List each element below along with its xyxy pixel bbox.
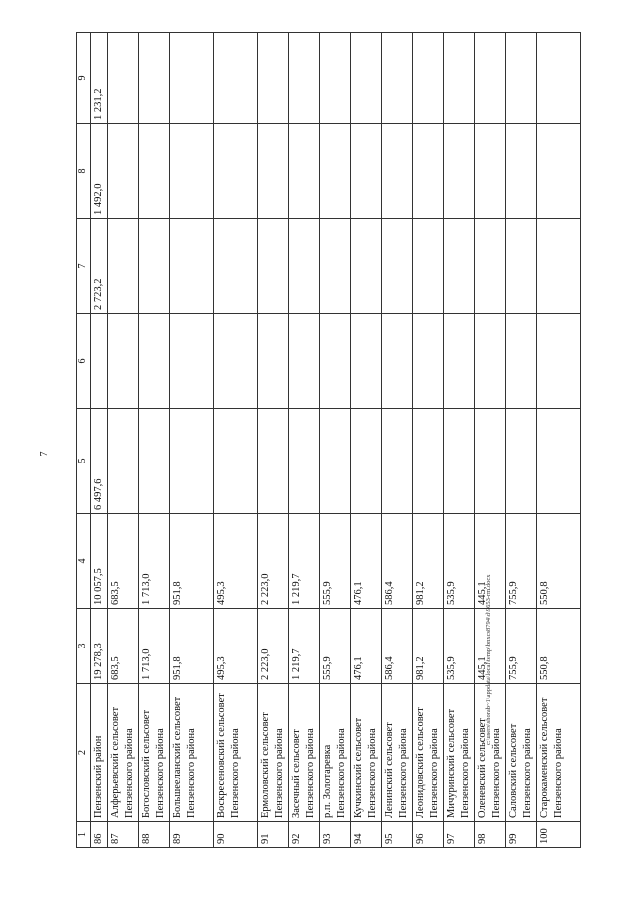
value-cell — [506, 33, 537, 124]
row-number-cell: 95 — [382, 822, 413, 848]
value-cell — [320, 409, 351, 514]
row-number-cell: 88 — [139, 822, 170, 848]
value-cell — [537, 33, 581, 124]
territory-name-cell: Богословский сельсовет Пензенского района — [139, 684, 170, 822]
value-cell — [475, 124, 506, 219]
value-cell: 1 492,0 — [91, 124, 108, 219]
value-cell — [108, 124, 139, 219]
value-cell — [214, 219, 258, 314]
territory-name-cell: Ленинский сельсовет Пензенского района — [382, 684, 413, 822]
table-row — [351, 33, 382, 848]
value-cell — [320, 124, 351, 219]
value-cell — [413, 124, 444, 219]
header-cell: 5 — [77, 409, 91, 514]
territory-name-cell: Кучкинский сельсовет Пензенского района — [351, 684, 382, 822]
row-number-cell: 98 — [475, 822, 506, 848]
value-cell — [289, 33, 320, 124]
row-number-cell: 97 — [444, 822, 475, 848]
table-row — [289, 33, 320, 848]
value-cell — [258, 219, 289, 314]
value-cell — [289, 219, 320, 314]
territory-name-cell: Ермоловский сельсовет Пензенского района — [258, 684, 289, 822]
header-cell: 1 — [77, 822, 91, 848]
value-cell: 586,4 — [382, 609, 413, 684]
territory-name-cell: Саловский сельсовет Пензенского района — [506, 684, 537, 822]
value-cell: 535,9 — [444, 609, 475, 684]
value-cell: 495,3 — [214, 609, 258, 684]
header-cell: 7 — [77, 219, 91, 314]
value-cell — [320, 314, 351, 409]
footer-file-path: c:\users\shorab~1\appdata\local\temp\bnxcs8794\d\9653-rm.docx — [485, 574, 492, 745]
territory-name-cell: Пензенский район — [91, 684, 108, 822]
value-cell — [170, 219, 214, 314]
header-cell: 8 — [77, 124, 91, 219]
territory-name-cell: Леонидовский сельсовет Пензенского района — [413, 684, 444, 822]
value-cell — [506, 124, 537, 219]
table-row — [413, 33, 444, 848]
value-cell — [382, 124, 413, 219]
value-cell — [413, 314, 444, 409]
value-cell — [537, 124, 581, 219]
value-cell — [537, 219, 581, 314]
value-cell: 951,8 — [170, 514, 214, 609]
value-cell: 550,8 — [537, 514, 581, 609]
value-cell: 1 713,0 — [139, 609, 170, 684]
value-cell — [413, 33, 444, 124]
value-cell — [444, 33, 475, 124]
territory-name-cell: Большееланский сельсовет Пензенского района — [170, 684, 214, 822]
territory-name-cell: Засечный сельсовет Пензенского района — [289, 684, 320, 822]
value-cell: 683,5 — [108, 514, 139, 609]
value-cell — [258, 314, 289, 409]
value-cell — [108, 33, 139, 124]
value-cell — [258, 409, 289, 514]
value-cell: 476,1 — [351, 514, 382, 609]
value-cell: 981,2 — [413, 609, 444, 684]
value-cell: 586,4 — [382, 514, 413, 609]
value-cell — [214, 33, 258, 124]
value-cell: 1 219,7 — [289, 609, 320, 684]
value-cell: 555,9 — [320, 514, 351, 609]
value-cell: 951,8 — [170, 609, 214, 684]
value-cell — [139, 219, 170, 314]
value-cell — [108, 219, 139, 314]
row-number-cell: 87 — [108, 822, 139, 848]
value-cell: 1 713,0 — [139, 514, 170, 609]
value-cell: 550,8 — [537, 609, 581, 684]
row-number-cell: 90 — [214, 822, 258, 848]
territory-name-cell: Оленевский сельсовет Пензенского района — [475, 684, 506, 822]
rotated-table-container — [76, 33, 573, 848]
value-cell — [170, 409, 214, 514]
value-cell: 495,3 — [214, 514, 258, 609]
value-cell — [506, 219, 537, 314]
table-row — [382, 33, 413, 848]
budget-table — [76, 32, 581, 848]
row-number-cell: 92 — [289, 822, 320, 848]
row-number-cell: 100 — [537, 822, 581, 848]
value-cell: 6 497,6 — [91, 409, 108, 514]
value-cell — [214, 124, 258, 219]
territory-name-cell: Мичуринский сельсовет Пензенского района — [444, 684, 475, 822]
value-cell: 19 278,3 — [91, 609, 108, 684]
value-cell: 2 223,0 — [258, 609, 289, 684]
value-cell — [444, 219, 475, 314]
value-cell: 2 223,0 — [258, 514, 289, 609]
table-row — [444, 33, 475, 848]
value-cell — [444, 409, 475, 514]
header-cell: 6 — [77, 314, 91, 409]
header-cell: 4 — [77, 514, 91, 609]
value-cell — [108, 314, 139, 409]
value-cell: 10 057,5 — [91, 514, 108, 609]
value-cell — [139, 124, 170, 219]
value-cell — [351, 409, 382, 514]
table-row — [506, 33, 537, 848]
header-cell: 2 — [77, 684, 91, 822]
row-number-cell: 91 — [258, 822, 289, 848]
value-cell — [320, 33, 351, 124]
value-cell — [139, 409, 170, 514]
table-row — [108, 33, 139, 848]
value-cell — [351, 314, 382, 409]
row-number-cell: 93 — [320, 822, 351, 848]
value-cell — [351, 124, 382, 219]
value-cell — [320, 219, 351, 314]
value-cell — [413, 409, 444, 514]
value-cell — [108, 409, 139, 514]
territory-name-cell: Воскресеновский сельсовет Пензенского района — [214, 684, 258, 822]
value-cell: 981,2 — [413, 514, 444, 609]
value-cell — [382, 314, 413, 409]
row-number-cell: 96 — [413, 822, 444, 848]
value-cell — [170, 314, 214, 409]
value-cell — [382, 33, 413, 124]
value-cell — [170, 124, 214, 219]
table-row — [320, 33, 351, 848]
territory-name-cell: Алферьевский сельсовет Пензенского района — [108, 684, 139, 822]
value-cell — [506, 409, 537, 514]
value-cell: 755,9 — [506, 514, 537, 609]
header-cell: 9 — [77, 33, 91, 124]
table-row — [91, 33, 108, 848]
value-cell — [351, 33, 382, 124]
territory-name-cell: Старокаменский сельсовет Пензенского района — [537, 684, 581, 822]
territory-name-cell: р.п. Золотаревка Пензенского района — [320, 684, 351, 822]
value-cell: 555,9 — [320, 609, 351, 684]
table-row — [258, 33, 289, 848]
value-cell: 755,9 — [506, 609, 537, 684]
value-cell: 445,1 — [475, 609, 506, 684]
value-cell — [444, 314, 475, 409]
value-cell — [139, 33, 170, 124]
value-cell — [170, 33, 214, 124]
value-cell: 535,9 — [444, 514, 475, 609]
row-number-cell: 99 — [506, 822, 537, 848]
value-cell — [444, 124, 475, 219]
value-cell — [351, 219, 382, 314]
row-number-cell: 94 — [351, 822, 382, 848]
value-cell — [258, 33, 289, 124]
value-cell — [289, 124, 320, 219]
value-cell — [214, 314, 258, 409]
value-cell — [258, 124, 289, 219]
table-row — [170, 33, 214, 848]
value-cell — [289, 314, 320, 409]
value-cell: 2 723,2 — [91, 219, 108, 314]
value-cell: 1 231,2 — [91, 33, 108, 124]
value-cell — [91, 314, 108, 409]
value-cell — [289, 409, 320, 514]
header-cell: 3 — [77, 609, 91, 684]
table-row — [214, 33, 258, 848]
value-cell — [506, 314, 537, 409]
value-cell — [382, 219, 413, 314]
table-row — [537, 33, 581, 848]
value-cell — [382, 409, 413, 514]
value-cell — [413, 219, 444, 314]
value-cell — [475, 33, 506, 124]
header-row — [77, 33, 91, 848]
table-row — [139, 33, 170, 848]
value-cell — [139, 314, 170, 409]
value-cell — [214, 409, 258, 514]
value-cell — [537, 409, 581, 514]
row-number-cell: 86 — [91, 822, 108, 848]
value-cell: 445,1 — [475, 514, 506, 609]
page-number: 7 — [39, 451, 50, 457]
value-cell — [537, 314, 581, 409]
value-cell: 1 219,7 — [289, 514, 320, 609]
value-cell: 476,1 — [351, 609, 382, 684]
row-number-cell: 89 — [170, 822, 214, 848]
value-cell: 683,5 — [108, 609, 139, 684]
